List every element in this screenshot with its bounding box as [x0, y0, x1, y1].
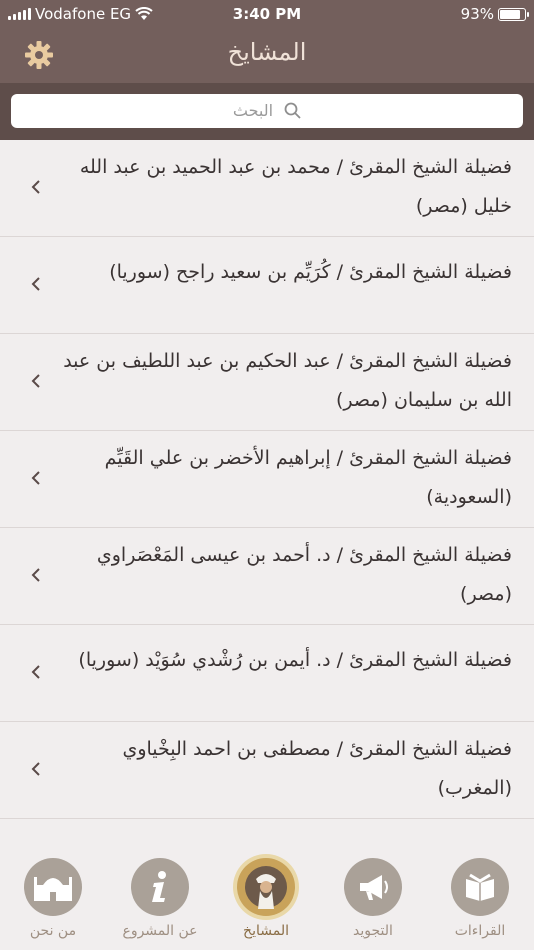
list-item[interactable] [0, 625, 534, 722]
sheikh-name: فضيلة الشيخ المقرئ / د. أيمن بن رُشْدي سُوَيْد (سوريا) [78, 649, 512, 671]
megaphone-icon [344, 858, 402, 916]
sheikh-name: فضيلة الشيخ المقرئ / كُرَيِّم بن سعيد راجح (سوريا) [109, 261, 512, 283]
app-header [0, 0, 534, 83]
status-time: 3:40 PM [232, 5, 302, 23]
search-input[interactable] [11, 94, 523, 128]
tab-about-project[interactable] [110, 858, 210, 939]
list-item[interactable] [0, 528, 534, 625]
battery-percent: 93% [460, 5, 494, 23]
chevron-left-icon [30, 372, 42, 390]
tab-readings[interactable] [430, 858, 530, 939]
sheikh-name: فضيلة الشيخ المقرئ / مصطفى بن احمد البِخْياوي (المغرب) [122, 738, 512, 799]
list-item[interactable] [0, 334, 534, 431]
page-title: المشايخ [227, 38, 307, 66]
tab-bar [0, 838, 534, 950]
nav-bar [0, 28, 534, 83]
chevron-left-icon [30, 178, 42, 196]
info-icon [131, 858, 189, 916]
sheikh-name: فضيلة الشيخ المقرئ / إبراهيم الأخضر بن علي القَيِّم (السعودية) [104, 447, 512, 508]
sheikh-name: فضيلة الشيخ المقرئ / عبد الحكيم بن عبد اللطيف بن عبد الله بن سليمان (مصر) [63, 350, 512, 411]
tab-tajweed[interactable] [323, 858, 423, 939]
chevron-left-icon [30, 663, 42, 681]
search-icon [284, 102, 301, 119]
sheikh-icon [237, 858, 295, 916]
sheikh-name: فضيلة الشيخ المقرئ / محمد بن عبد الحميد بن عبد الله خليل (مصر) [79, 156, 512, 217]
sheikh-list [0, 140, 534, 819]
tab-label: التجويد [353, 923, 393, 939]
search-placeholder-text: البحث [232, 101, 274, 120]
chevron-left-icon [30, 275, 42, 293]
sheikh-name: فضيلة الشيخ المقرئ / د. أحمد بن عيسى المَعْصَراوي (مصر) [96, 544, 512, 605]
list-item[interactable] [0, 431, 534, 528]
mosque-icon [24, 858, 82, 916]
tab-label: المشايخ [243, 923, 289, 939]
search-bar [0, 83, 534, 140]
list-item[interactable] [0, 237, 534, 334]
chevron-left-icon [30, 469, 42, 487]
quran-icon [451, 858, 509, 916]
battery-info [461, 5, 526, 23]
carrier-name: Vodafone EG [35, 5, 132, 23]
status-bar [0, 0, 534, 28]
tab-about-us[interactable] [3, 858, 103, 939]
tab-label: القراءات [454, 923, 506, 939]
chevron-left-icon [30, 566, 42, 584]
tab-label: من نحن [29, 923, 77, 939]
chevron-left-icon [30, 760, 42, 778]
tab-sheikhs[interactable] [216, 858, 316, 939]
list-item[interactable] [0, 722, 534, 819]
list-item[interactable] [0, 140, 534, 237]
search-placeholder [11, 101, 523, 120]
tab-label: عن المشروع [122, 923, 198, 939]
battery-icon [498, 8, 526, 21]
